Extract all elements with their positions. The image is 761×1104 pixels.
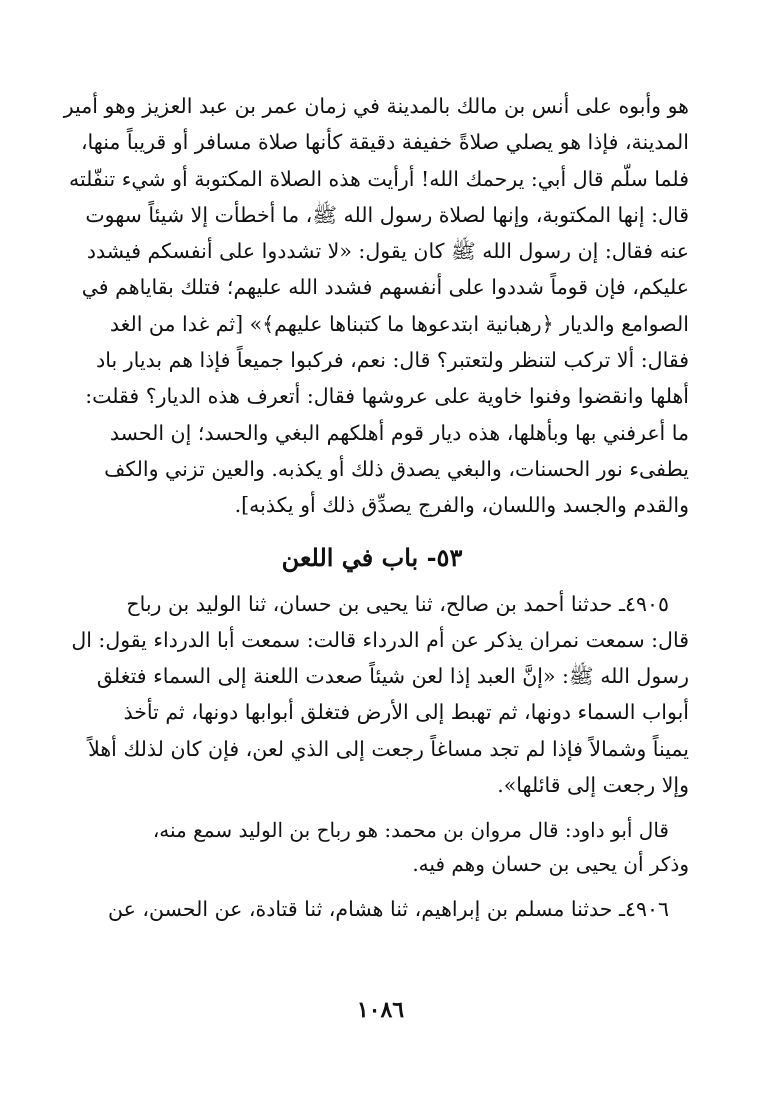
continuation-paragraph (55, 88, 689, 524)
hadith-4906 (55, 891, 689, 927)
page-body (55, 88, 689, 938)
text-line: أهلها وانقضوا وفنوا خاوية على عروشها فقال: أتعرف هذه الديار؟ فقلت: (85, 384, 689, 409)
hadith-4905 (55, 586, 689, 804)
text-line: والقدم والجسد واللسان، والفرج يصدِّق ذلك أو يكذبه]. (234, 493, 689, 518)
page-number: ١٠٨٦ (356, 997, 405, 1023)
text-line: ما أعرفني بها وبأهلها، هذه ديار قوم أهلكهم البغي والحسد؛ إن الحسد (109, 420, 689, 445)
text-line: أبواب السماء دونها، ثم تهبط إلى الأرض فتغلق أبوابها دونها، ثم تأخذ (123, 700, 689, 725)
text-line: الصوامع والديار ﴿رهبانية ابتدعوها ما كتبناها عليهم﴾» [ثم غدا من الغد (109, 311, 689, 336)
text-line: وإلا رجعت إلى قائلها». (497, 773, 689, 798)
text-line: هو وأبوه على أنس بن مالك بالمدينة في زمان عمر بن عبد العزيز وهو أمير (63, 94, 689, 118)
abu-dawud-note (55, 813, 689, 881)
chapter-heading: ٥٣- باب في اللعن (281, 542, 463, 572)
text-line: عنه فقال: إن رسول الله ﷺ كان يقول: «لا تشددوا على أنفسكم فيشدد (86, 239, 689, 264)
text-line: يميناً وشمالاً فإذا لم تجد مساغاً رجعت إلى الذي لعن، فإن كان لذلك أهلاً (88, 736, 689, 761)
text-line: قال أبو داود: قال مروان بن محمد: هو رباح بن الوليد سمع منه، (152, 818, 669, 843)
text-line: وذكر أن يحيى بن حسان وهم فيه. (412, 852, 689, 877)
text-line: عليكم، فإن قوماً شددوا على أنفسهم فشدد الله عليهم؛ فتلك بقاياهم في (81, 275, 689, 300)
text-line: ٤٩٠٦ـ حدثنا مسلم بن إبراهيم، ثنا هشام، ثنا قتادة، عن الحسن، عن (108, 897, 669, 922)
text-line: رسول الله ﷺ: «إنَّ العبد إذا لعن شيئاً صعدت اللعنة إلى السماء فتغلق (96, 664, 689, 689)
text-line: المدينة، فإذا هو يصلي صلاةً خفيفة دقيقة كأنها صلاة مسافر أو قريباً منها، (80, 130, 689, 155)
text-line: فقال: ألا تركب لتنظر ولتعتبر؟ قال: نعم، فركبوا جميعاً فإذا هم بديار باد (96, 348, 689, 373)
text-line: ٤٩٠٥ـ حدثنا أحمد بن صالح، ثنا يحيى بن حسان، ثنا الوليد بن رباح (126, 591, 669, 616)
text-line: فلما سلّم قال أبي: يرحمك الله! أرأيت هذه الصلاة المكتوبة أو شيء تنفّلته (68, 166, 689, 191)
text-line: يطفىء نور الحسنات، والبغي يصدق ذلك أو يكذبه. والعين تزني والكف (104, 456, 689, 481)
text-line: قال: إنها المكتوبة، وإنها لصلاة رسول الله ﷺ، ما أخطأت إلا شيئاً سهوت (85, 202, 689, 227)
text-line: قال: سمعت نمران يذكر عن أم الدرداء قالت: سمعت أبا الدرداء يقول: ال (71, 627, 689, 652)
